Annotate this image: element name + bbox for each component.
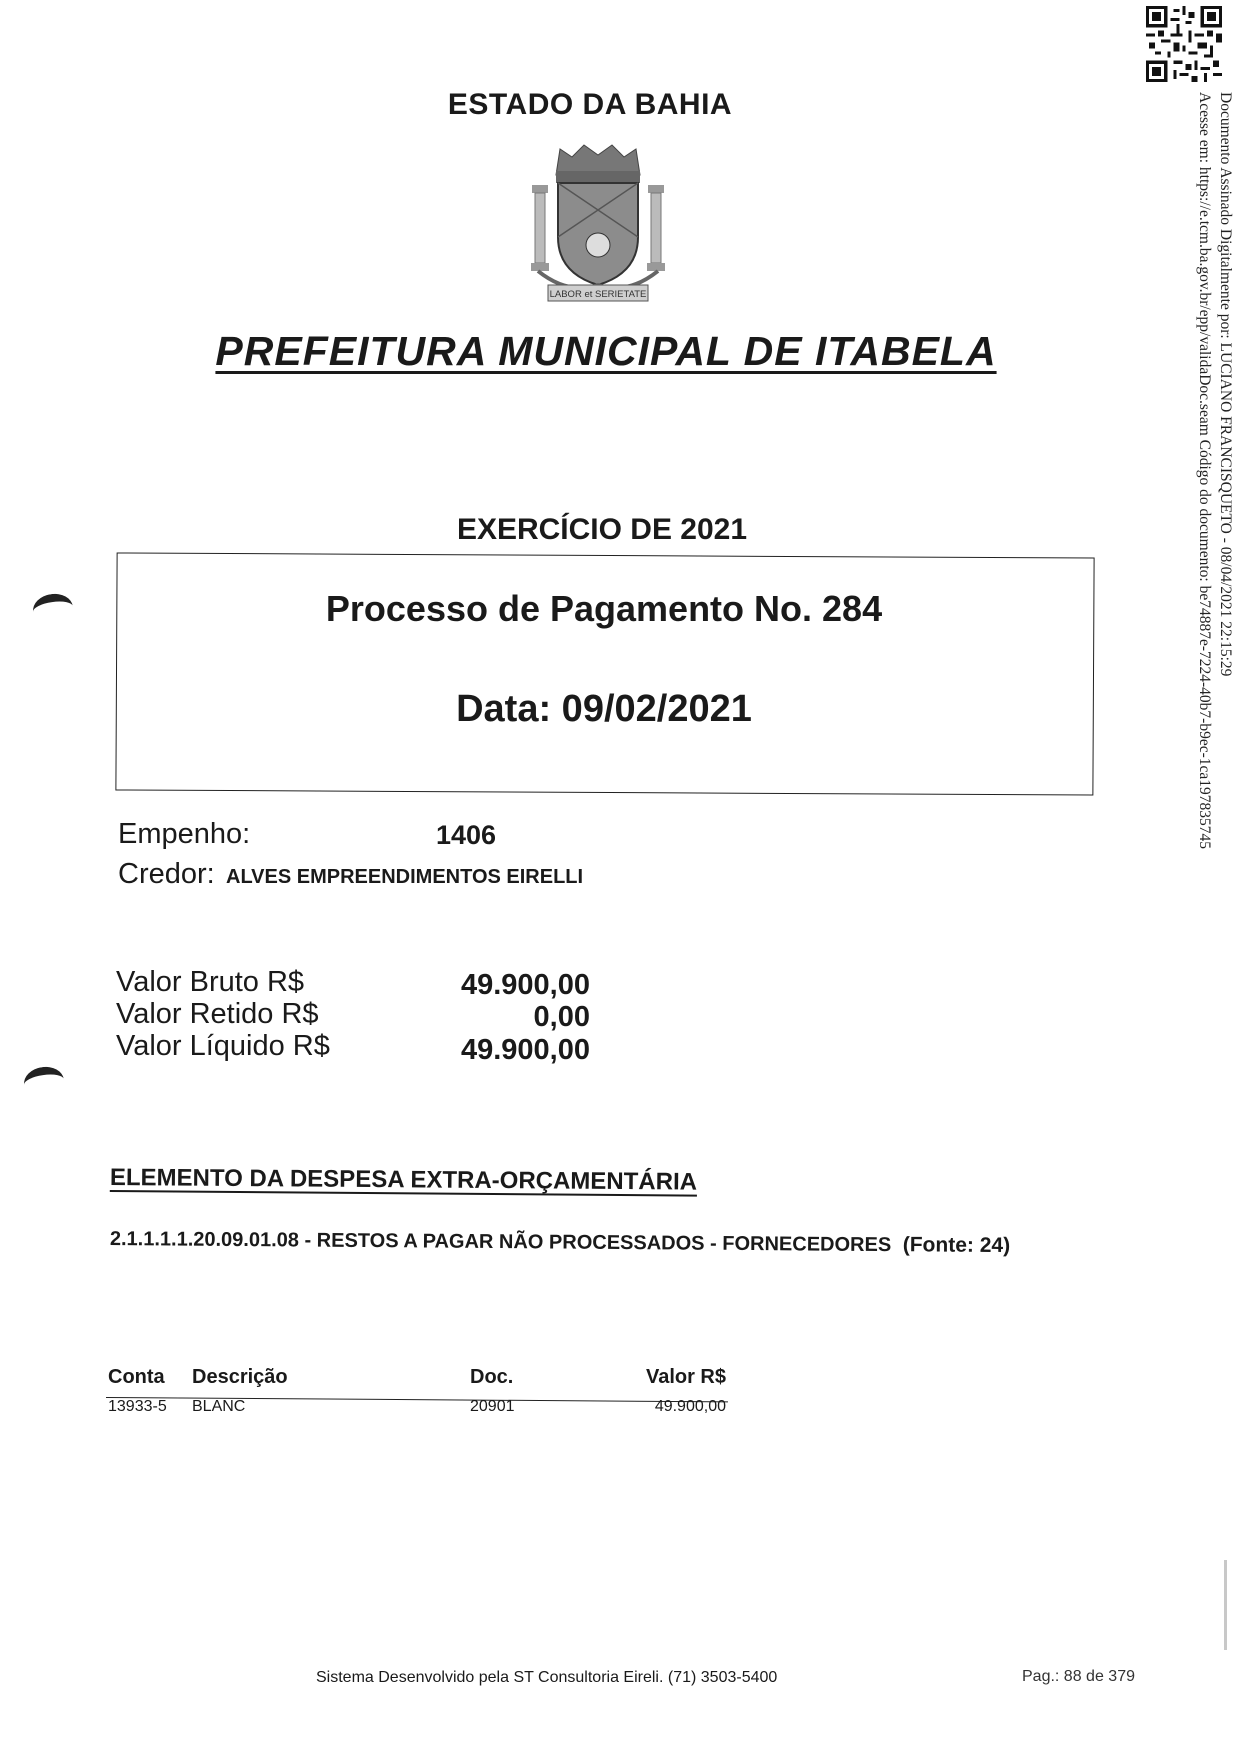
table-cell-doc: 20901 — [470, 1398, 515, 1415]
signature-line-2[interactable]: Acesse em: https://e.tcm.ba.gov.br/epp/validaDoc.seam Código do documento: be74887e-7224-40b7-b9ec-1ca197835745 — [1196, 92, 1213, 850]
municipality-title: PREFEITURA MUNICIPAL DE ITABELA — [215, 328, 997, 374]
valor-bruto-amount: 49.900,00 — [460, 969, 590, 1001]
credor-label: Credor: — [118, 858, 215, 890]
qr-code-icon[interactable] — [1146, 6, 1222, 82]
state-heading: ESTADO DA BAHIA — [447, 88, 733, 121]
element-source: (Fonte: 24) — [902, 1233, 1011, 1258]
element-code-text: 2.1.1.1.1.20.09.01.08 - RESTOS A PAGAR NÃO PROCESSADOS - FORNECEDORES — [109, 1228, 892, 1257]
binder-hole-mark — [22, 1064, 66, 1099]
valor-bruto-label: Valor Bruto R$ — [116, 966, 305, 998]
table-cell-descricao: BLANC — [192, 1398, 246, 1415]
valor-retido-label: Valor Retido R$ — [116, 998, 319, 1030]
table-header-valor: Valor R$ — [645, 1366, 726, 1388]
binder-hole-mark — [31, 591, 75, 626]
valor-retido-amount: 0,00 — [533, 1001, 590, 1033]
table-header-conta: Conta — [108, 1366, 165, 1388]
table-cell-valor: 49.900,00 — [654, 1398, 726, 1415]
empenho-label: Empenho: — [118, 818, 251, 850]
element-code — [110, 1227, 1010, 1258]
municipal-coat-of-arms-icon — [528, 145, 668, 305]
table-header-doc: Doc. — [470, 1366, 514, 1388]
table-cell-conta: 13933-5 — [108, 1398, 167, 1415]
process-date: Data: 09/02/2021 — [456, 688, 752, 730]
empenho-value: 1406 — [436, 820, 497, 850]
valor-liquido-amount: 49.900,00 — [460, 1034, 590, 1066]
element-heading: ELEMENTO DA DESPESA EXTRA-ORÇAMENTÁRIA — [109, 1164, 698, 1196]
valor-liquido-label: Valor Líquido R$ — [116, 1030, 330, 1062]
signature-line-1: Documento Assinado Digitalmente por: LUCIANO FRANCISQUETO - 08/04/2021 22:15:29 — [1217, 92, 1234, 677]
process-title: Processo de Pagamento No. 284 — [325, 588, 883, 629]
scan-edge-mark — [1224, 1560, 1227, 1650]
seal-motto: LABOR et SERIETATE — [549, 289, 647, 300]
digital-signature-stamp — [1192, 92, 1236, 912]
table-header-descricao: Descrição — [192, 1366, 288, 1388]
page-number: Pag.: 88 de 379 — [1022, 1668, 1135, 1685]
credor-value: ALVES EMPREENDIMENTOS EIRELLI — [226, 866, 584, 888]
footer-system: Sistema Desenvolvido pela ST Consultoria Eireli. (71) 3503-5400 — [316, 1669, 778, 1686]
exercise-year: EXERCÍCIO DE 2021 — [456, 513, 748, 546]
